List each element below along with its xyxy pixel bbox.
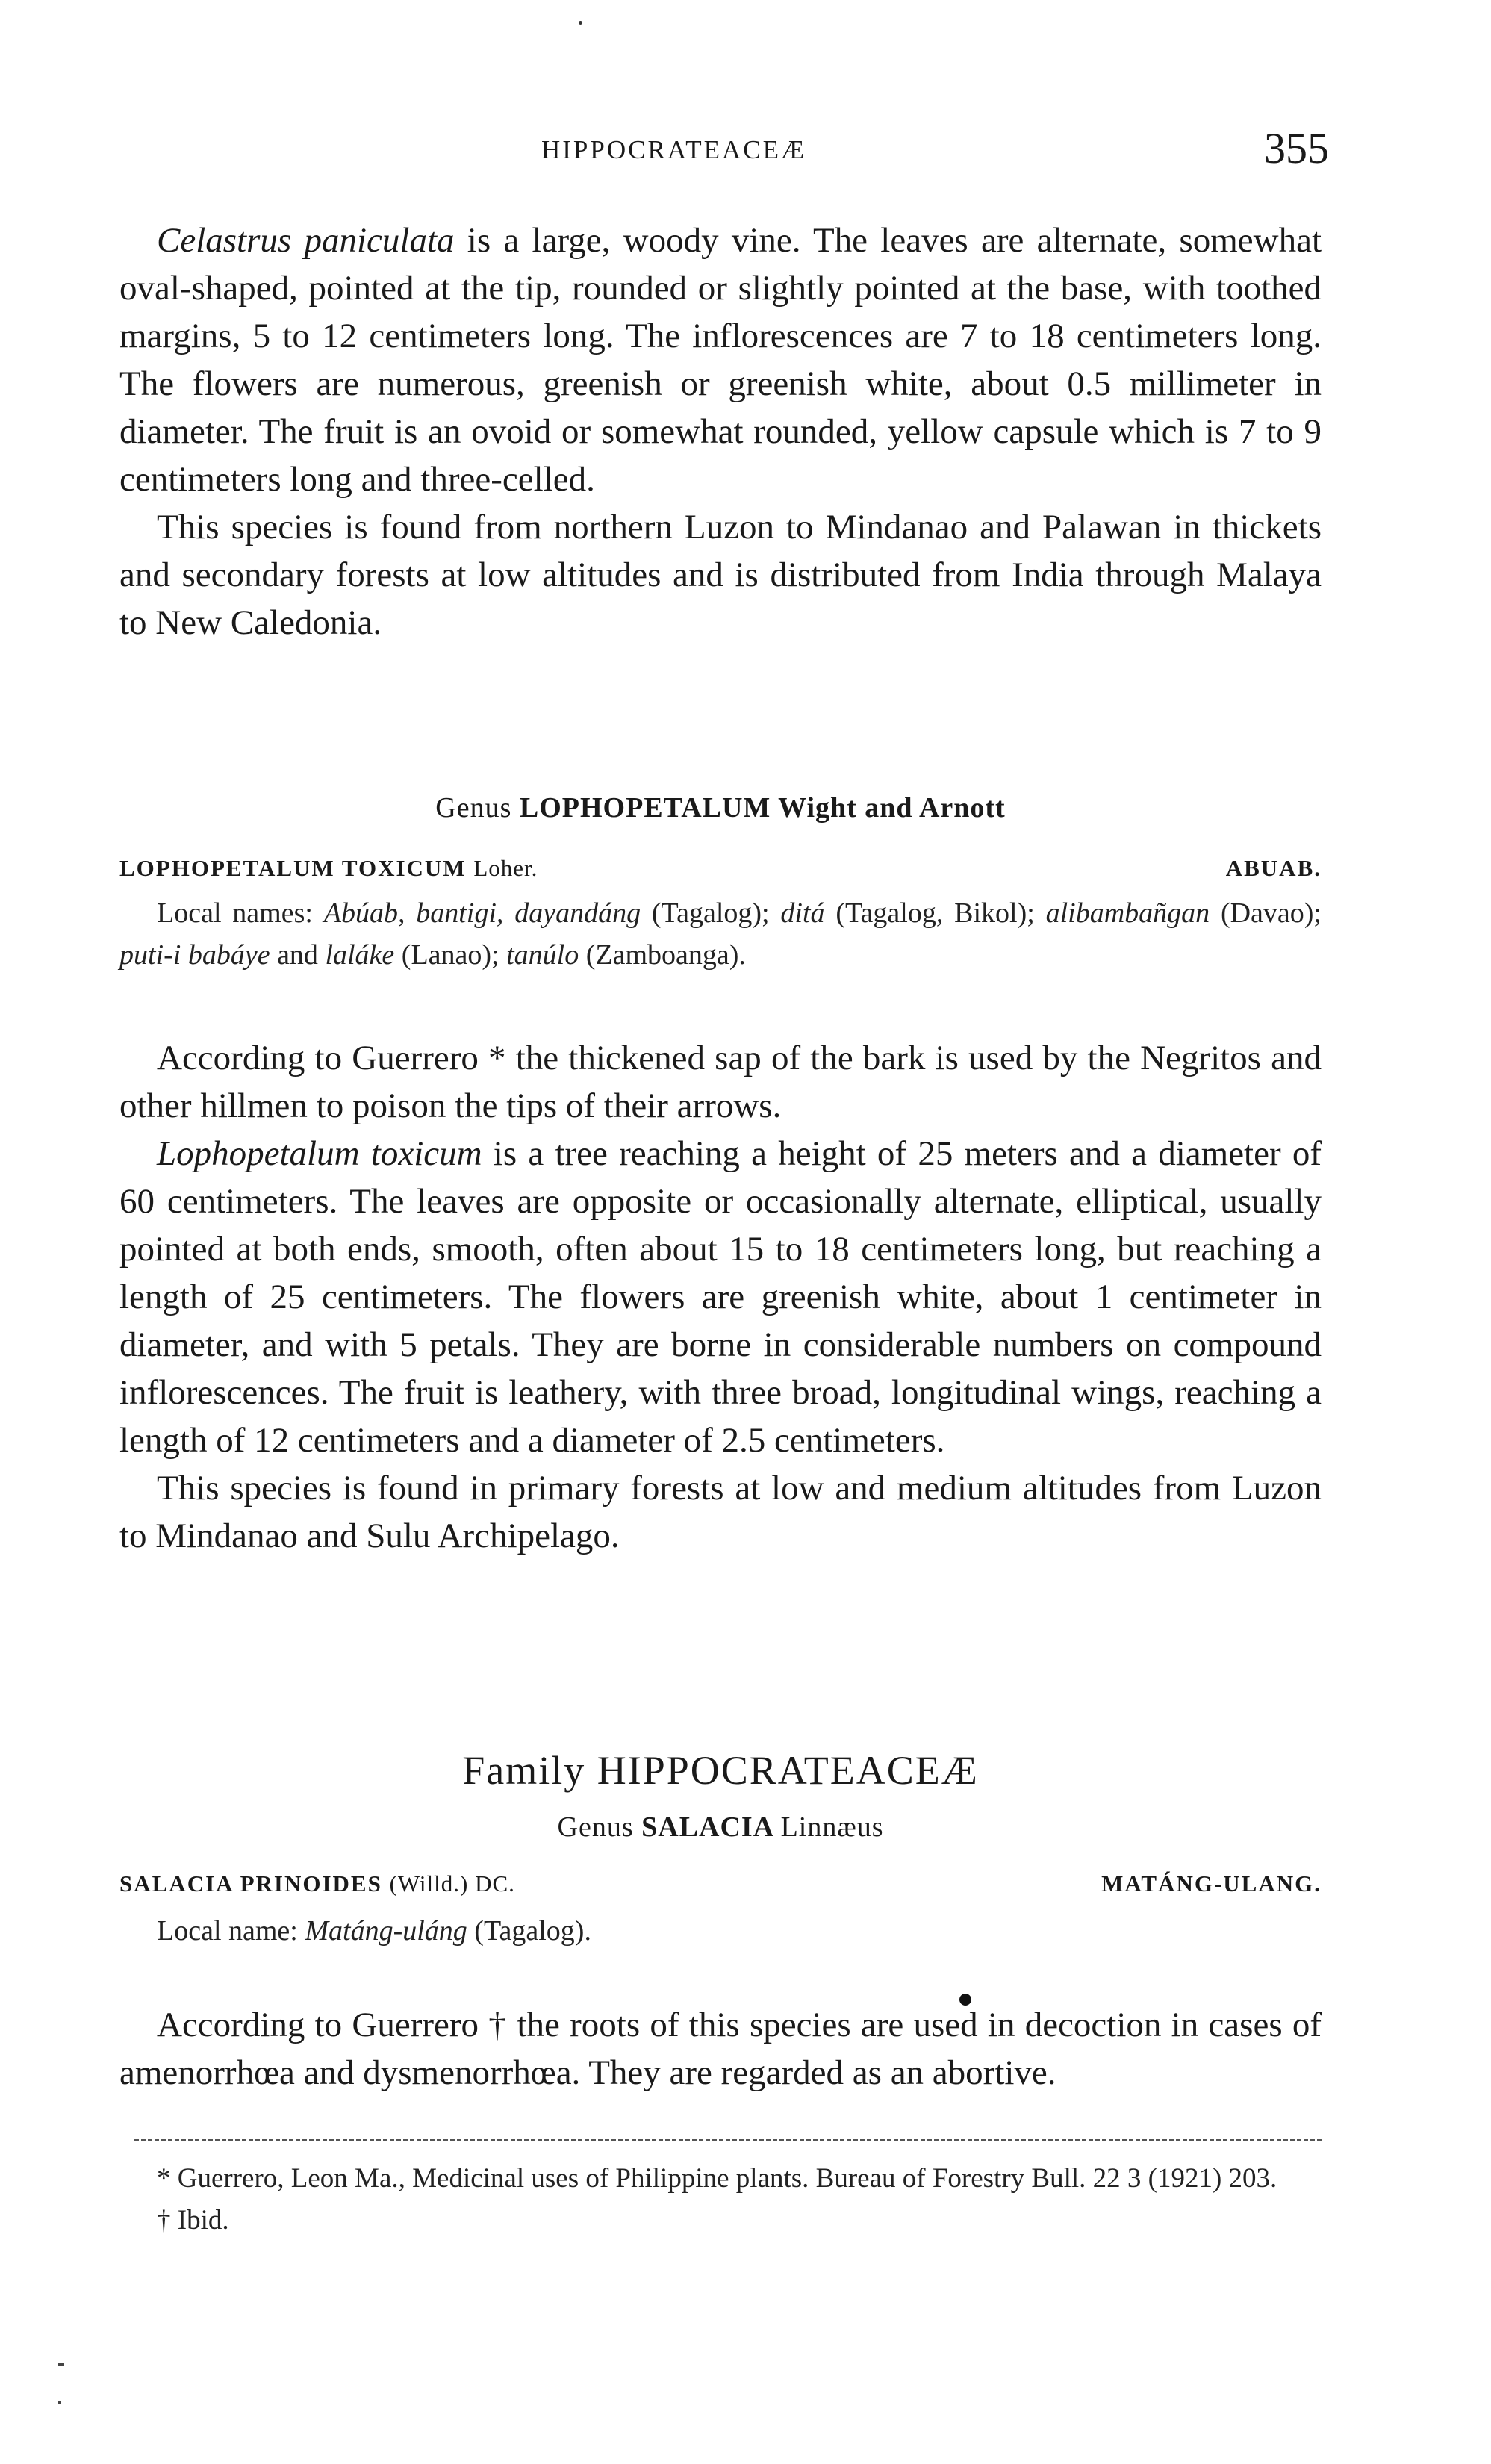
language: (Zamboanga). — [585, 939, 746, 971]
lophopetalum-description — [119, 1130, 1322, 1464]
local-name: ditá — [780, 897, 825, 929]
local-name: tanúlo — [506, 939, 579, 971]
species-row-salacia — [119, 1870, 1322, 1904]
species-row-lophopetalum — [119, 855, 1322, 889]
genus-authority: Linnæus — [780, 1811, 884, 1843]
footnote-2: † Ibid. — [157, 2205, 229, 2236]
species-italic: Celastrus paniculata — [157, 221, 455, 260]
species-name-text: LOPHOPETALUM TOXICUM — [119, 855, 467, 881]
celastrus-section — [119, 217, 1322, 647]
local-name: laláke — [325, 939, 395, 971]
genus-word: Genus — [435, 792, 512, 824]
conjunction: and — [277, 939, 318, 971]
species-author: Loher. — [473, 855, 538, 881]
local-names-label: Local names: — [157, 897, 313, 929]
species-italic: Lophopetalum toxicum — [157, 1134, 482, 1173]
salacia-section — [119, 2001, 1322, 2097]
genus-name: SALACIA — [641, 1811, 773, 1843]
species-name-text: SALACIA PRINOIDES — [119, 1870, 382, 1897]
local-name: alibambañgan — [1045, 897, 1210, 929]
footnote-rule — [134, 2139, 1322, 2141]
family-heading: Family HIPPOCRATEACEÆ — [462, 1748, 979, 1793]
speck-mark — [579, 21, 582, 25]
genus-word: Genus — [557, 1811, 634, 1843]
local-names-salacia — [119, 1910, 1322, 1952]
local-names-lophopetalum — [119, 892, 1322, 976]
local-names-label: Local name: — [157, 1915, 298, 1947]
running-head — [119, 123, 1329, 175]
celastrus-description — [119, 217, 1322, 503]
language: (Lanao); — [401, 939, 499, 971]
language: (Tagalog). — [474, 1915, 591, 1947]
footnotes — [119, 2158, 1322, 2241]
language: (Davao); — [1220, 897, 1322, 929]
local-name: Abúab, bantigi, dayandáng — [323, 897, 641, 929]
paragraph-text: is a tree reaching a height of 25 meters and a diameter of 60 centimeters. The leaves are opposite or occasionally alternate, elliptical, usually pointed at both ends, smooth, often about 15 to 18 centimeters long, but reaching a length of 25 centimeters. The flowers are greenish white, about 1 centimeter in diameter, and with 5 petals. They are borne in considerable numbers on compound inflorescences. The fruit is leathery, with three broad, longitudinal wings, reaching a length of 12 centimeters and a diameter of 2.5 centimeters. — [119, 1134, 1322, 1460]
footnote-1: * Guerrero, Leon Ma., Medicinal uses of Philippine plants. Bureau of Forestry Bull. 22 3 (1921) 203. — [157, 2163, 1277, 2194]
species-name — [119, 855, 538, 882]
paragraph-text: is a large, woody vine. The leaves are alternate, somewhat oval-shaped, pointed at the tip, rounded or slightly pointed at the base, with toothed margins, 5 to 12 centimeters long. The inflorescences are 7 to 18 centimeters long. The flowers are numerous, greenish or greenish white, about 0.5 millimeter in diameter. The fruit is an ovoid or somewhat rounded, yellow capsule which is 7 to 9 centimeters long and three-celled. — [119, 221, 1322, 499]
genus-heading-lophopetalum — [119, 791, 1322, 824]
species-author: (Willd.) DC. — [389, 1870, 515, 1897]
genus-heading-salacia — [119, 1811, 1322, 1844]
local-name: puti-i babáye — [119, 939, 270, 971]
margin-speck — [58, 2401, 61, 2404]
lophopetalum-uses: According to Guerrero * the thickened sap of the bark is used by the Negritos and other hillmen to poison the tips of their arrows. — [119, 1039, 1322, 1125]
common-name: ABUAB. — [1225, 855, 1322, 881]
celastrus-distribution: This species is found from northern Luzon to Mindanao and Palawan in thickets and secondary forests at low altitudes and is distributed from India through Malaya to New Caledonia. — [119, 508, 1322, 642]
margin-speck — [58, 2363, 64, 2366]
lophopetalum-distribution: This species is found in primary forests at low and medium altitudes from Luzon to Mindanao and Sulu Archipelago. — [119, 1469, 1322, 1555]
local-name: Matáng-uláng — [305, 1915, 467, 1947]
common-name: MATÁNG-ULANG. — [1101, 1870, 1322, 1897]
language: (Tagalog); — [651, 897, 770, 929]
salacia-uses: According to Guerrero † the roots of this species are used in decoction in cases of amenorrhœa and dysmenorrhœa. They are regarded as an abortive. — [119, 2006, 1322, 2092]
genus-name: LOPHOPETALUM — [519, 792, 771, 824]
page-number: 355 — [1264, 124, 1329, 172]
running-title: HIPPOCRATEACEÆ — [541, 135, 807, 164]
lophopetalum-section — [119, 1034, 1322, 1560]
genus-authority: Wight and Arnott — [778, 792, 1006, 824]
species-name — [119, 1870, 515, 1897]
language: (Tagalog, Bikol); — [835, 897, 1035, 929]
